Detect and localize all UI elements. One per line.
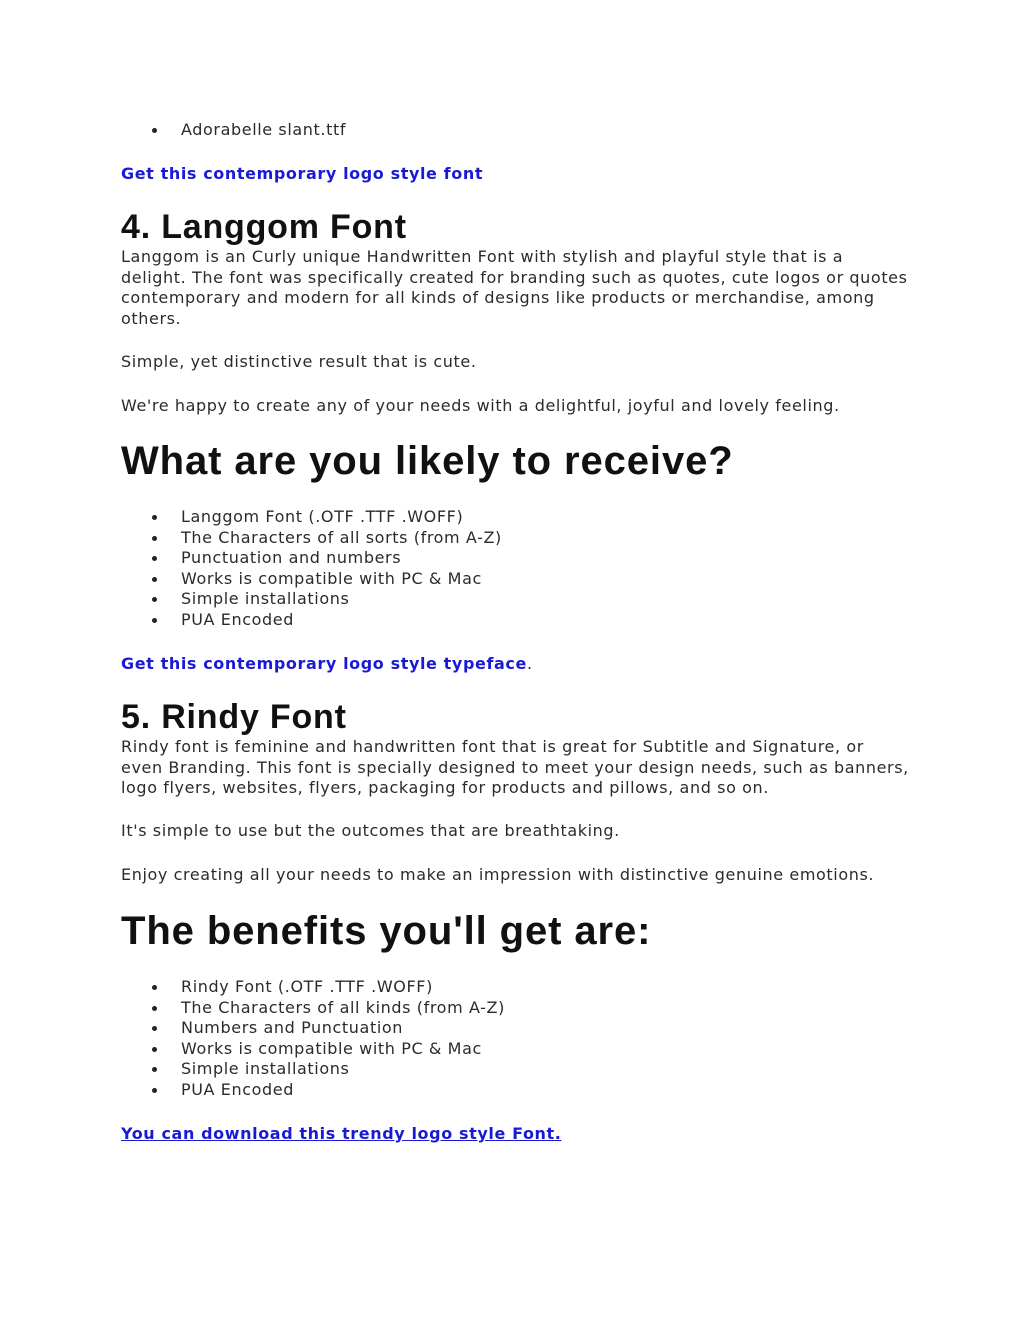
bullet-icon [152,1006,157,1011]
top-file-list [121,120,346,141]
list-item [121,1018,505,1039]
list-item [121,507,502,528]
list-item-label: Works is compatible with PC & Mac [181,568,482,588]
bullet-icon [152,1026,157,1031]
rindy-description: Rindy font is feminine and handwritten font that is great for Subtitle and Signature, or even Branding. This font is specially designed to meet your design needs, such as banners, logo flyers, websites, flyers, packaging for products and pillows, and so on. [121,737,909,797]
list-item [121,548,502,569]
link-paragraph [121,164,483,183]
langgom-description: Langgom is an Curly unique Handwritten Font with stylish and playful style that is a delight. The font was specifically created for branding such as quotes, cute logos or quotes contemporary and modern for all kinds of designs like products or merchandise, among others. [121,247,908,328]
bullet-icon [152,515,157,520]
list-item [121,120,346,141]
list-item [121,610,502,631]
section-heading-rindy: 5. Rindy Font [121,698,347,736]
bullet-icon [152,597,157,602]
list-item [121,589,502,610]
receive-heading: What are you likely to receive? [121,439,734,483]
list-item [121,998,505,1019]
list-item [121,977,505,998]
list-item [121,1059,505,1080]
list-item [121,528,502,549]
list-item-label: Simple installations [181,1059,350,1079]
bullet-icon [152,985,157,990]
benefits-heading: The benefits you'll get are: [121,909,652,953]
bullet-icon [152,536,157,541]
list-item [121,569,502,590]
list-item-label: Punctuation and numbers [181,548,402,568]
bullet-icon [152,1067,157,1072]
rindy-line1: It's simple to use but the outcomes that are breathtaking. [121,821,620,840]
bullet-icon [152,1047,157,1052]
bullet-icon [152,1088,157,1093]
download-font-link[interactable]: You can download this trendy logo style Font. [121,1124,562,1143]
get-typeface-link[interactable]: Get this contemporary logo style typeface [121,654,527,673]
list-item-label: Works is compatible with PC & Mac [181,1038,482,1058]
list-item-label: Simple installations [181,589,350,609]
list-item-label: Rindy Font (.OTF .TTF .WOFF) [181,977,433,996]
list-item-label: The Characters of all sorts (from A-Z) [181,527,502,547]
list-item [121,1080,505,1101]
bullet-icon [152,618,157,623]
benefits-list [121,977,505,1101]
link-suffix: . [526,654,533,673]
bullet-icon [152,577,157,582]
list-item-label: PUA Encoded [181,1079,294,1099]
langgom-line2: We're happy to create any of your needs with a delightful, joyful and lovely feeling. [121,396,840,415]
langgom-line1: Simple, yet distinctive result that is cute. [121,352,477,371]
link-paragraph [121,654,532,673]
list-item-label: Langgom Font (.OTF .TTF .WOFF) [181,507,464,526]
get-font-link[interactable]: Get this contemporary logo style font [121,164,484,183]
rindy-line2: Enjoy creating all your needs to make an impression with distinctive genuine emotions. [121,865,875,884]
list-item-label: Numbers and Punctuation [181,1018,403,1038]
section-heading-langgom: 4. Langgom Font [121,208,407,246]
link-paragraph [121,1124,561,1143]
list-item-label: Adorabelle slant.ttf [181,120,347,139]
receive-list [121,507,502,631]
list-item [121,1039,505,1060]
list-item-label: PUA Encoded [181,609,294,629]
bullet-icon [152,556,157,561]
list-item-label: The Characters of all kinds (from A-Z) [181,997,505,1017]
bullet-icon [152,128,157,133]
